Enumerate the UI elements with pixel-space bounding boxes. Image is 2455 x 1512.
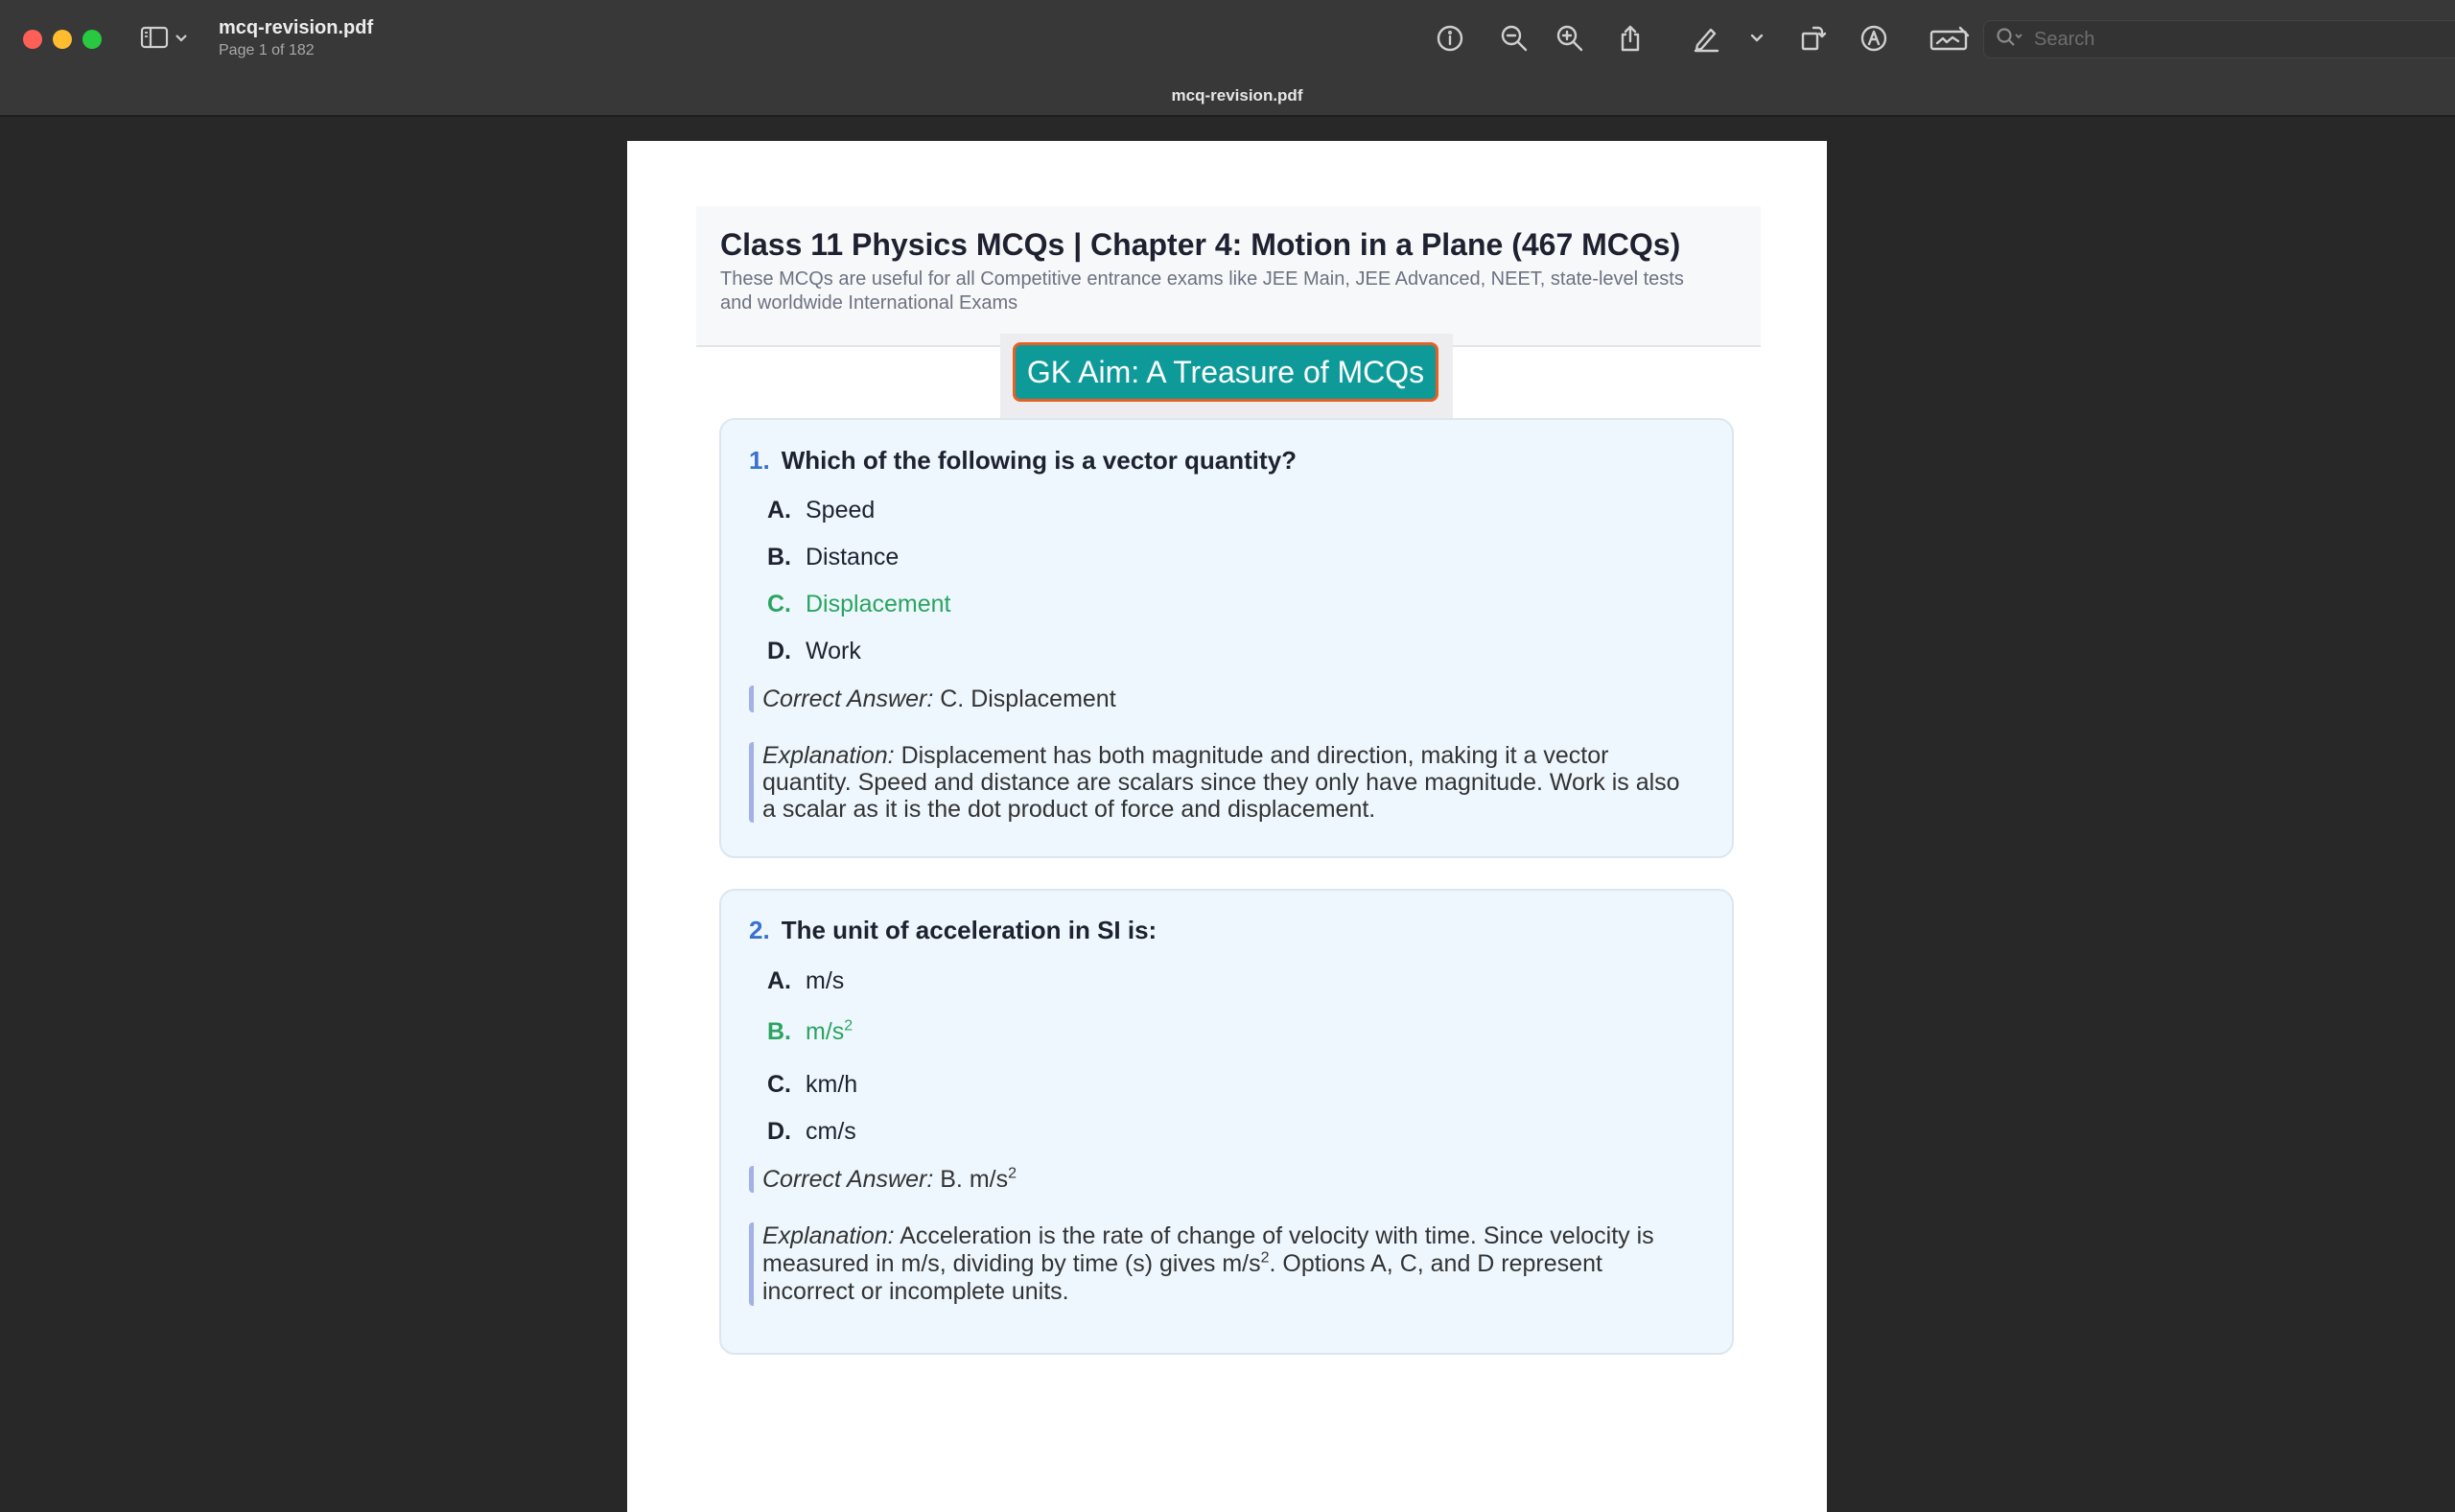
question-text: The unit of acceleration in SI is: [781, 916, 1157, 944]
correct-answer-label: Correct Answer: [762, 686, 934, 712]
question-text: Which of the following is a vector quantity? [781, 446, 1298, 475]
sidebar-toggle-button[interactable] [140, 23, 201, 56]
document-file-name: mcq-revision.pdf [219, 17, 374, 38]
info-button[interactable] [1431, 19, 1469, 58]
question-card [719, 418, 1734, 858]
tab-title: mcq-revision.pdf [1171, 86, 1303, 105]
option-c: C. km/h [767, 1071, 858, 1098]
page-description: These MCQs are useful for all Competitive entrance exams like JEE Main, JEE Advanced, NEET, state-level tests and worldwide International Exams [720, 268, 1684, 314]
page-title: Class 11 Physics MCQs | Chapter 4: Motion in a Plane (467 MCQs) [720, 227, 1681, 262]
sidebar-icon [140, 26, 169, 54]
share-button[interactable] [1611, 19, 1649, 58]
option-d: D. Work [767, 638, 861, 664]
question-number: 1. [749, 446, 770, 475]
chevron-down-icon [175, 31, 188, 48]
explanation-text: Acceleration is the rate of change of velocity with time. Since velocity is measured in m/s, dividing by time (s) gives m/s [762, 1222, 1654, 1277]
info-icon [1436, 24, 1464, 53]
search-input[interactable] [2032, 28, 2420, 52]
highlight-pen-button[interactable] [1687, 19, 1725, 58]
explanation [749, 742, 1683, 823]
signature-icon [1929, 24, 1970, 53]
correct-answer-value: B. m/s [940, 1166, 1009, 1193]
explanation-text: Displacement has both magnitude and direction, making it a vector quantity. Speed and distance are scalars since they only have magnitude. Work is also a scalar as it is the dot product of force and displacement. [762, 742, 1680, 823]
question-number: 2. [749, 916, 770, 944]
option-a: A. m/s [767, 967, 845, 994]
pdf-page [627, 141, 1827, 1512]
rotate-button[interactable] [1793, 19, 1832, 58]
signature-button[interactable] [1926, 19, 1974, 58]
search-field[interactable] [1983, 20, 2455, 58]
explanation-label: Explanation: [762, 742, 895, 769]
zoom-out-icon [1500, 24, 1529, 53]
minimize-window-button[interactable] [53, 30, 72, 49]
question-card [719, 889, 1734, 1355]
pen-icon [1692, 24, 1720, 53]
option-b-correct: B. $m/s^2$ [767, 1017, 853, 1045]
markup-icon [1859, 24, 1888, 53]
share-icon [1616, 24, 1645, 53]
question-title [749, 446, 1297, 476]
chevron-down-icon [1750, 34, 1764, 43]
correct-answer-value: C. Displacement [940, 686, 1116, 712]
maximize-window-button[interactable] [82, 30, 102, 49]
toolbar [0, 0, 2455, 117]
markup-button[interactable] [1855, 19, 1893, 58]
highlight-options-button[interactable] [1738, 19, 1776, 58]
option-a: A. Speed [767, 497, 876, 523]
correct-answer: Correct Answer: B. $m/s^2$ [749, 1166, 1683, 1193]
correct-answer [749, 686, 1683, 712]
explanation-label: Explanation: [762, 1222, 895, 1249]
correct-answer-label: Correct Answer: [762, 1166, 934, 1193]
explanation: Explanation: Acceleration is the rate of change of velocity with time. Since velocity is measured in m/s, dividing by time (s) gives $m/s^2$. Options A, C, and D represent incorrect or incomplete units. [749, 1222, 1683, 1306]
brand-banner: GK Aim: A Treasure of MCQs [1013, 342, 1438, 402]
page-indicator: Page 1 of 182 [219, 42, 315, 58]
option-c-correct: C. Displacement [767, 591, 951, 617]
zoom-out-button[interactable] [1495, 19, 1533, 58]
rotate-icon [1798, 24, 1827, 53]
zoom-in-icon [1555, 24, 1584, 53]
search-icon [1996, 27, 2024, 53]
close-window-button[interactable] [23, 30, 42, 49]
option-d: D. cm/s [767, 1118, 856, 1145]
document-header [696, 206, 1761, 347]
question-title [749, 916, 1157, 945]
zoom-in-button[interactable] [1551, 19, 1589, 58]
option-b: B. Distance [767, 544, 900, 570]
